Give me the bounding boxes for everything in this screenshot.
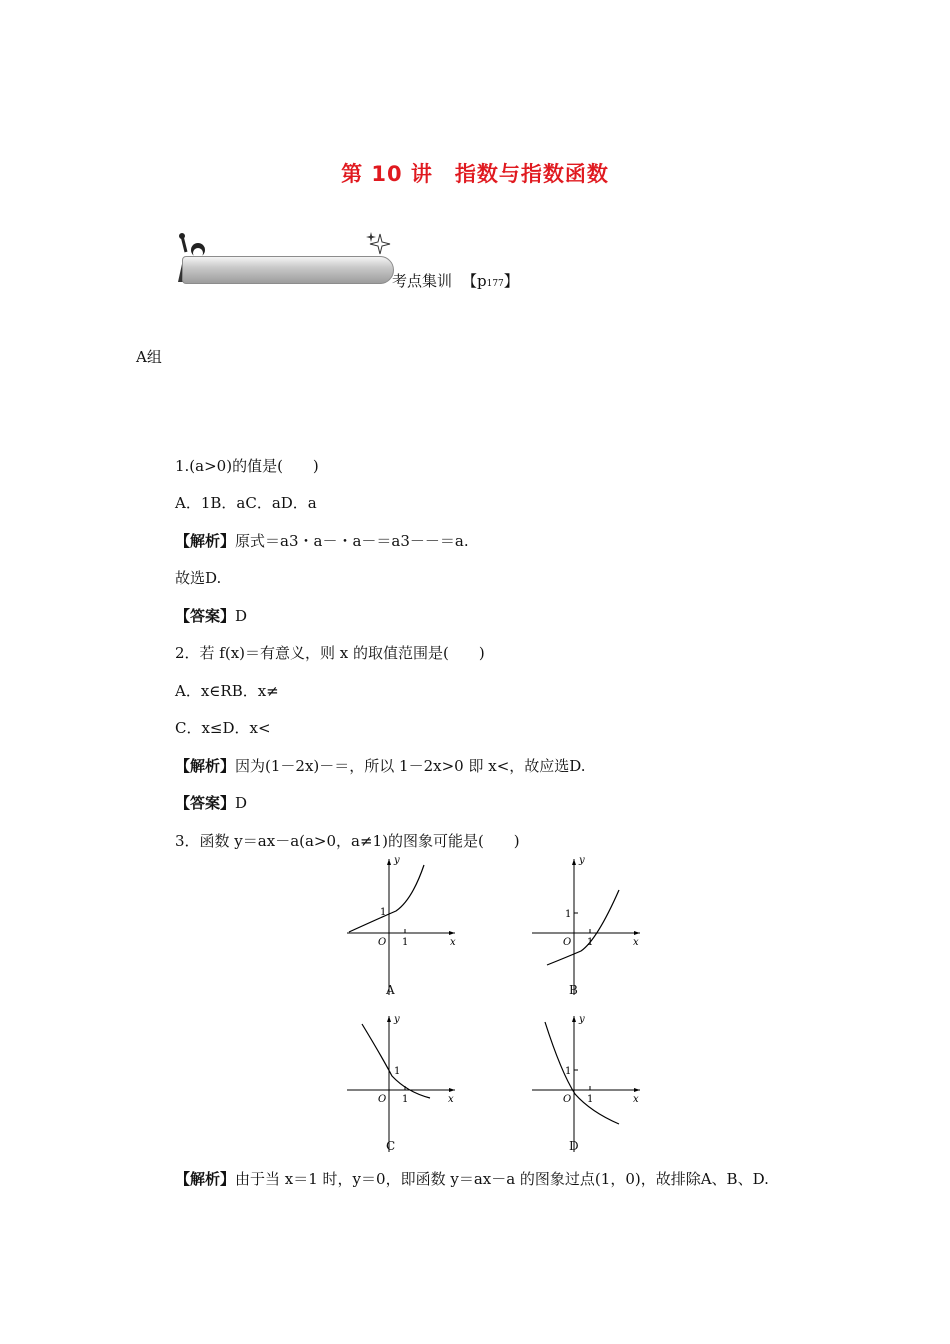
graph-d-origin: O — [563, 1094, 572, 1105]
title-topic: 指数与指数函数 — [454, 162, 609, 186]
banner-page-ref — [462, 270, 519, 291]
graph-c-caption: C — [386, 1139, 396, 1153]
graph-b-x-label: x — [633, 937, 639, 948]
graph-d — [527, 1012, 647, 1162]
graph-d-x-label: x — [633, 1094, 639, 1105]
q2-options-cd: C．x≤D．x< — [175, 719, 271, 737]
graph-b-one-x: 1 — [587, 937, 594, 948]
graph-c-one-x: 1 — [402, 1094, 409, 1105]
graph-b-one-y: 1 — [565, 909, 572, 920]
q2-answer-value: D — [235, 794, 248, 812]
q3-solution — [175, 1168, 769, 1189]
graph-a-one-x: 1 — [402, 937, 409, 948]
q1-solution-text: 原式＝a3・a－・a－＝a3－－＝a. — [235, 532, 469, 550]
graph-c-origin: O — [378, 1094, 387, 1105]
q2-stem: 2．若 f(x)＝有意义，则 x 的取值范围是( ) — [175, 644, 485, 662]
graph-c — [342, 1012, 462, 1162]
q1-conclusion: 故选D. — [175, 569, 222, 587]
q1-solution-tag: 【解析】 — [175, 532, 236, 550]
q3-solution-tag: 【解析】 — [175, 1170, 236, 1188]
graph-d-y-label: y — [579, 1014, 585, 1025]
page-ref-open: 【p — [462, 272, 487, 290]
graph-a-one-y: 1 — [380, 907, 387, 918]
graph-b-caption: B — [569, 983, 578, 997]
graph-c-one-y: 1 — [394, 1066, 401, 1077]
q2-solution-tag: 【解析】 — [175, 757, 236, 775]
banner-bar — [182, 256, 394, 284]
page-title — [0, 158, 950, 188]
q1-answer-value: D — [235, 607, 248, 625]
q1-solution — [175, 530, 469, 551]
graph-c-y-label: y — [394, 1014, 400, 1025]
page-ref-number: 177 — [486, 279, 504, 289]
q1-answer-tag: 【答案】 — [175, 607, 236, 625]
q3-solution-text: 由于当 x＝1 时，y＝0，即函数 y＝ax－a 的图象过点(1，0)，故排除A、B、D. — [235, 1170, 769, 1188]
graph-d-caption: D — [569, 1139, 579, 1153]
graph-a-x-label: x — [450, 937, 456, 948]
graph-a-y-label: y — [394, 855, 400, 866]
graph-b-origin: O — [563, 937, 572, 948]
group-label: A组 — [136, 348, 162, 366]
graph-a — [342, 855, 462, 1005]
q2-solution-text: 因为(1－2x)－＝，所以 1－2x>0 即 x<，故应选D. — [235, 757, 586, 775]
q2-answer-tag: 【答案】 — [175, 794, 236, 812]
graph-d-one-x: 1 — [587, 1094, 594, 1105]
graph-b — [527, 855, 647, 1005]
q2-answer — [175, 792, 247, 813]
banner-label: 考点集训 — [392, 272, 453, 290]
graph-a-origin: O — [378, 937, 387, 948]
sparkle-icon — [366, 232, 394, 256]
graph-b-y-label: y — [579, 855, 585, 866]
q1-stem: 1.(a>0)的值是( ) — [175, 457, 319, 475]
graph-a-caption: A — [386, 983, 395, 997]
page-ref-close: 】 — [503, 272, 519, 290]
q1-options: A．1B．aC．aD．a — [175, 494, 317, 512]
q3-stem: 3．函数 y＝ax－a(a>0，a≠1)的图象可能是( ) — [175, 832, 520, 850]
graph-c-x-label: x — [448, 1094, 454, 1105]
q2-options-ab: A．x∈RB．x≠ — [175, 682, 279, 700]
section-banner — [172, 230, 542, 290]
graph-d-one-y: 1 — [565, 1066, 572, 1077]
title-lesson: 第 10 讲 — [341, 162, 433, 186]
q1-answer — [175, 605, 247, 626]
q2-solution — [175, 755, 586, 776]
